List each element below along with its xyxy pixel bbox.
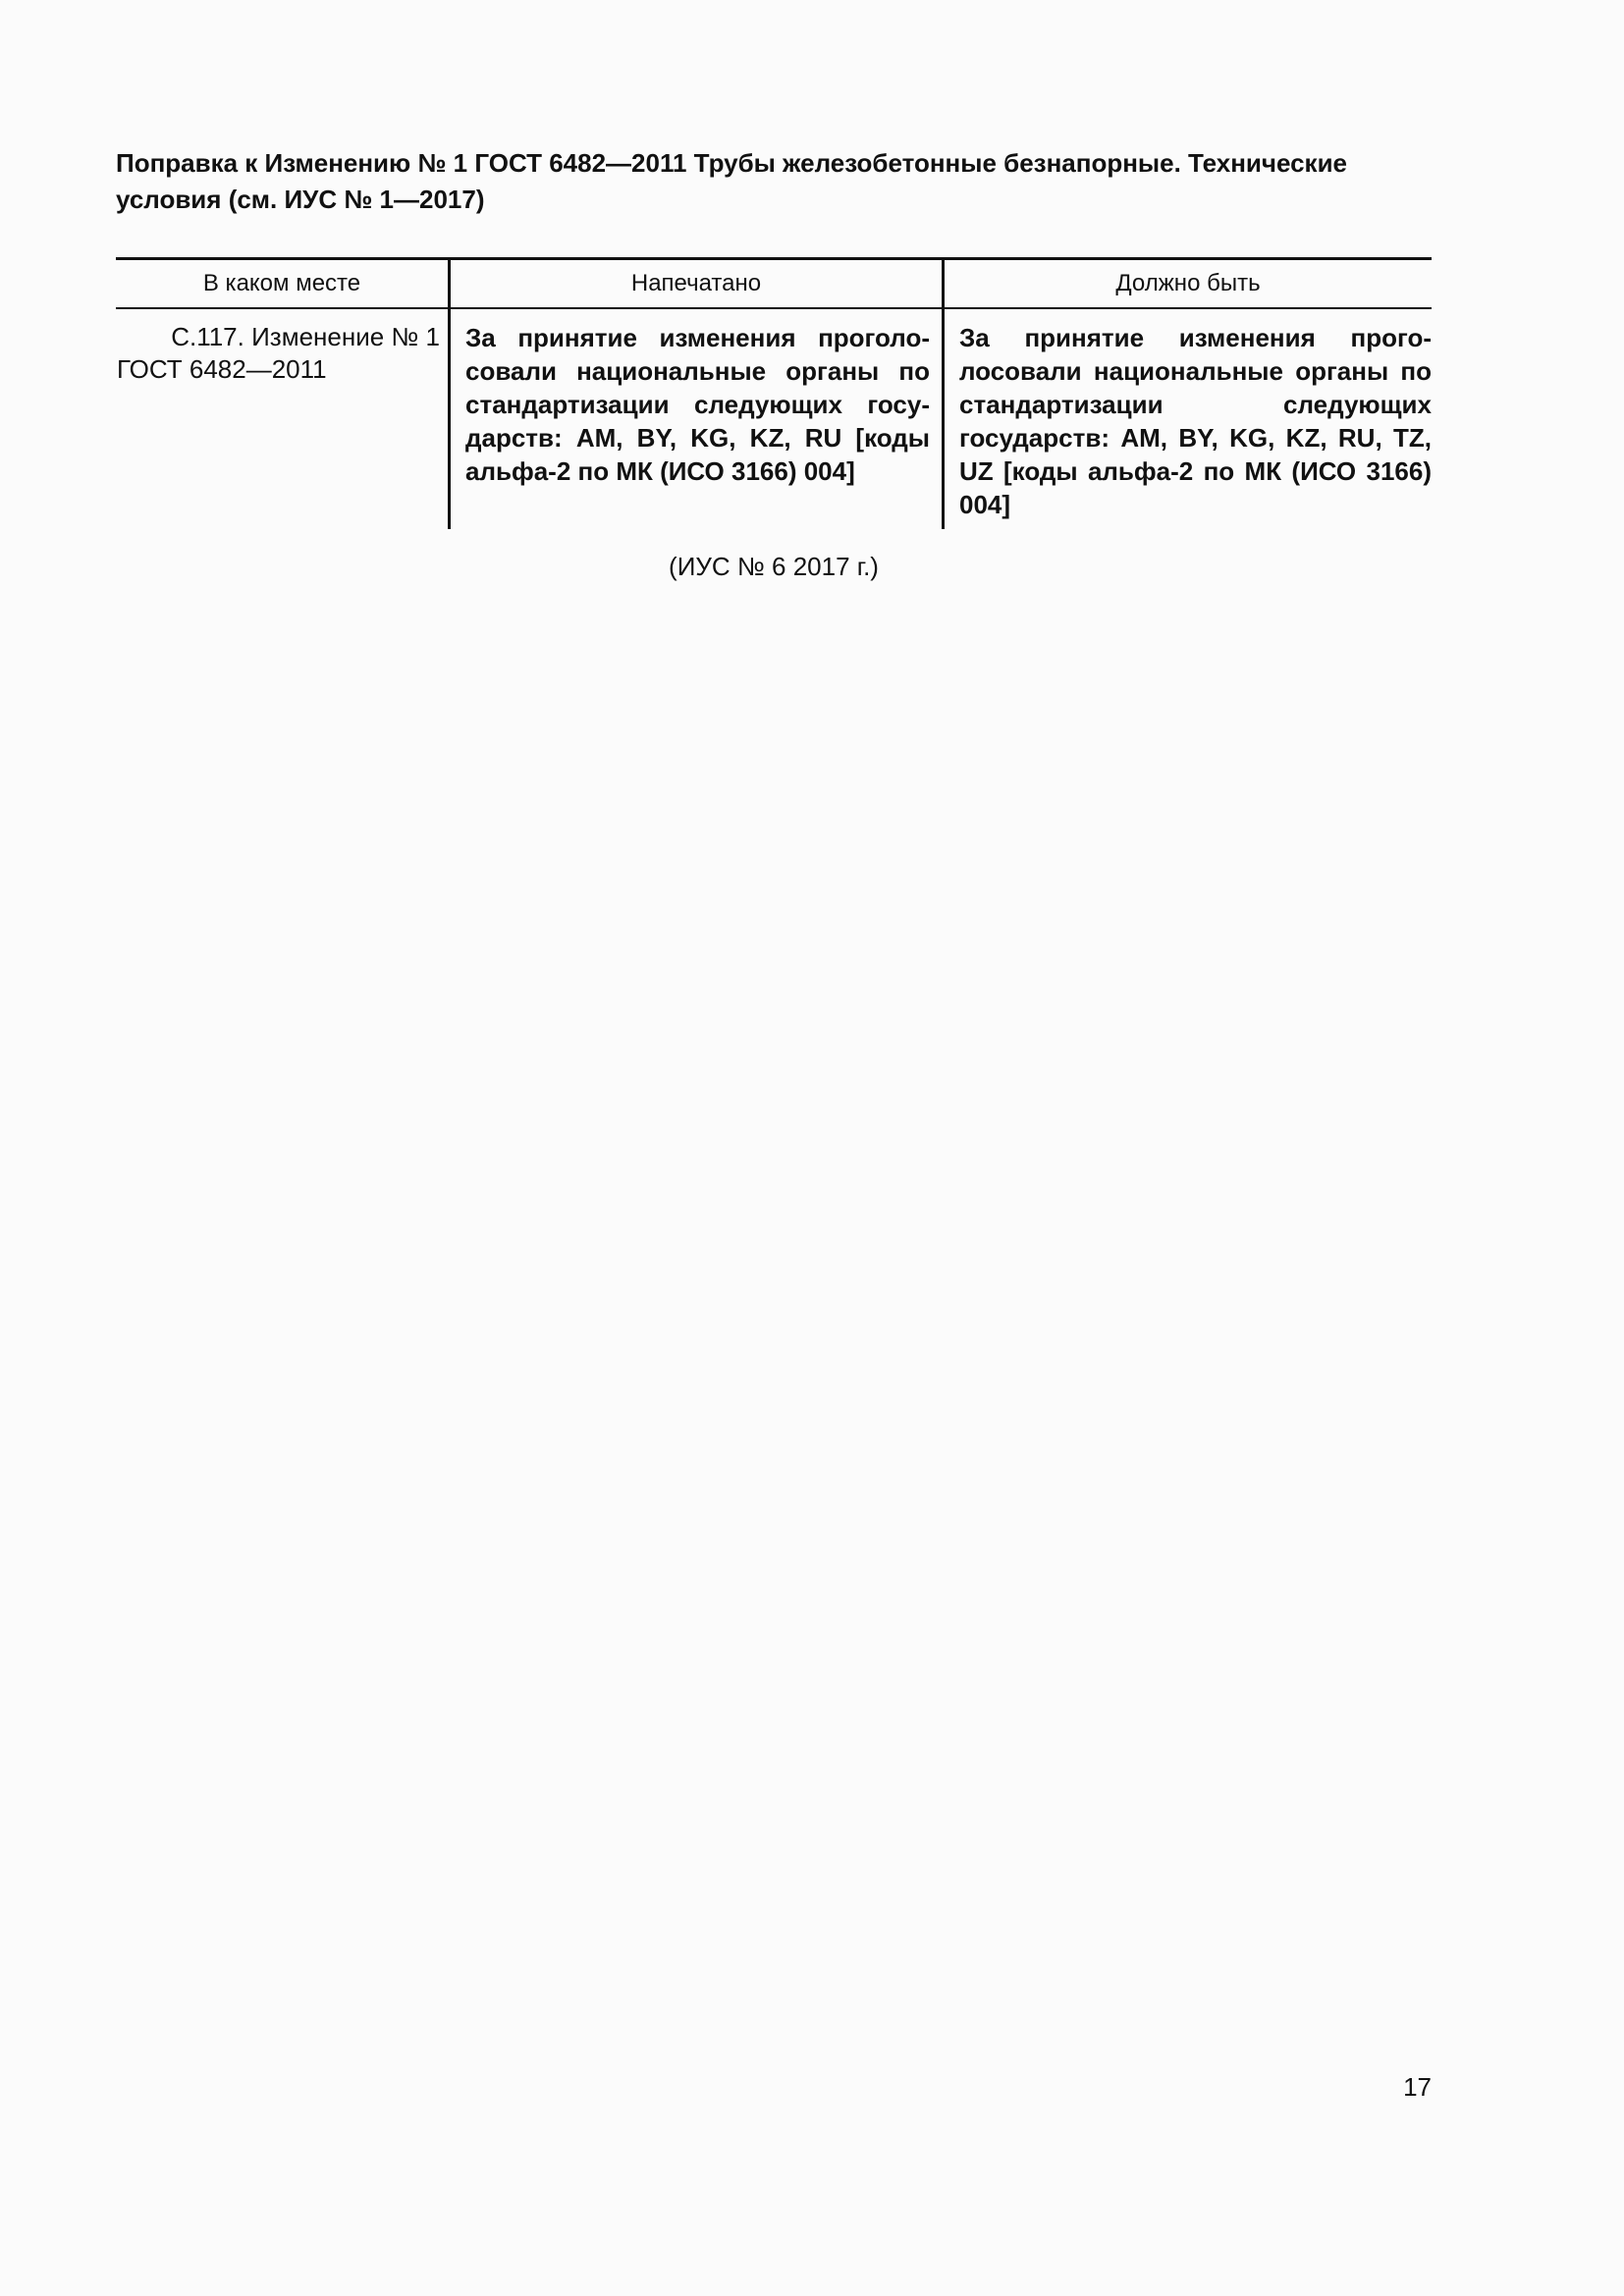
cell-should-be: За принятие изменения проголосовали национальные органы по стандартизации следующих государств: AM, BY, KG, KZ, RU, TZ, UZ [коды альфа-2 по МК (ИСО 3166) 004] <box>959 323 1432 519</box>
page-number: 17 <box>1403 2072 1432 2102</box>
table-header-row <box>116 259 1432 309</box>
cell-place <box>116 308 450 529</box>
page-title: Поправка к Изменению № 1 ГОСТ 6482—2011 Трубы железобетонные безнапорные. Технические условия (см. ИУС № 1—2017) <box>116 148 1348 214</box>
header-where: В каком месте <box>116 259 450 309</box>
header-printed: Напечатано <box>450 259 944 309</box>
table-row <box>116 308 1432 529</box>
header-should-be: Должно быть <box>944 259 1433 309</box>
source-footnote: (ИУС № 6 2017 г.) <box>669 552 879 581</box>
correction-table <box>116 257 1432 529</box>
place-standard-reference: ГОСТ 6482—2011 <box>117 354 327 384</box>
table-body <box>116 308 1432 529</box>
place-page-reference: С.117. Изменение № 1 <box>171 322 440 351</box>
cell-printed: За принятие изменения проголосовали национальные органы по стандартизации следующих государств: AM, BY, KG, KZ, RU [коды альфа-2 по МК (ИСО 3166) 004] <box>450 308 944 529</box>
table-header <box>116 259 1432 309</box>
